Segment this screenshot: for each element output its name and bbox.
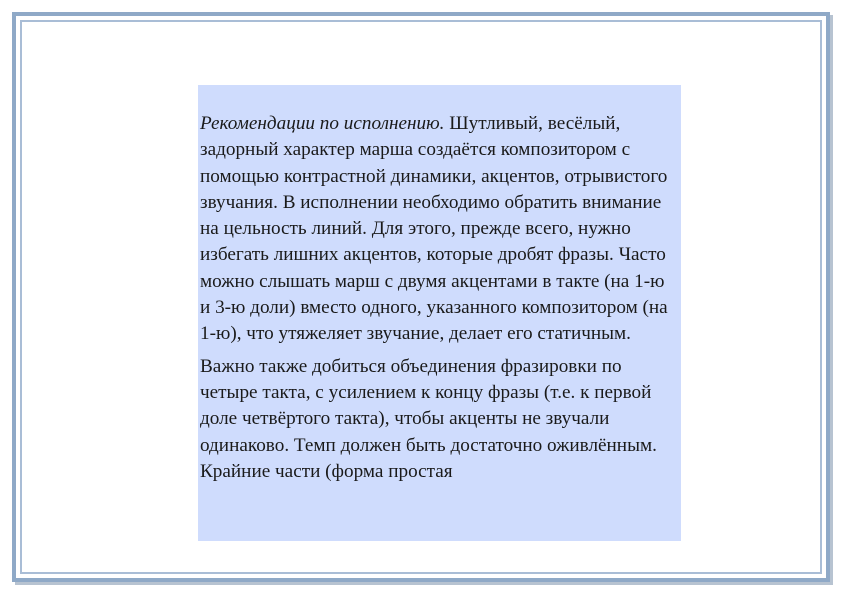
paragraph-recommendations <box>200 111 679 348</box>
paragraph-phrasing: Важно также добиться объединения фразировки по четыре такта, с усилением к концу фразы (т.е. к первой доле четвёртого такта), чтобы акценты не звучали одинаково. Темп должен быть достаточно оживлённым. Крайние части (форма простая <box>200 355 657 482</box>
paragraph-body: Шутливый, весёлый, задорный характер марша создаётся композитором с помощью контрастной динамики, акцентов, отрывистого звучания. В исполнении необходимо обратить внимание на цельность линий. Для этого, прежде всего, нужно избегать лишних акцентов, которые дробят фразы. Часто можно слышать марш с двумя акцентами в такте (на 1-ю и 3-ю доли) вместо одного, указанного композитором (на 1-ю), что утяжеляет звучание, делает его статичным. <box>200 113 668 345</box>
paragraph-lead: Рекомендации по исполнению. <box>200 113 445 134</box>
text-block <box>198 85 681 541</box>
